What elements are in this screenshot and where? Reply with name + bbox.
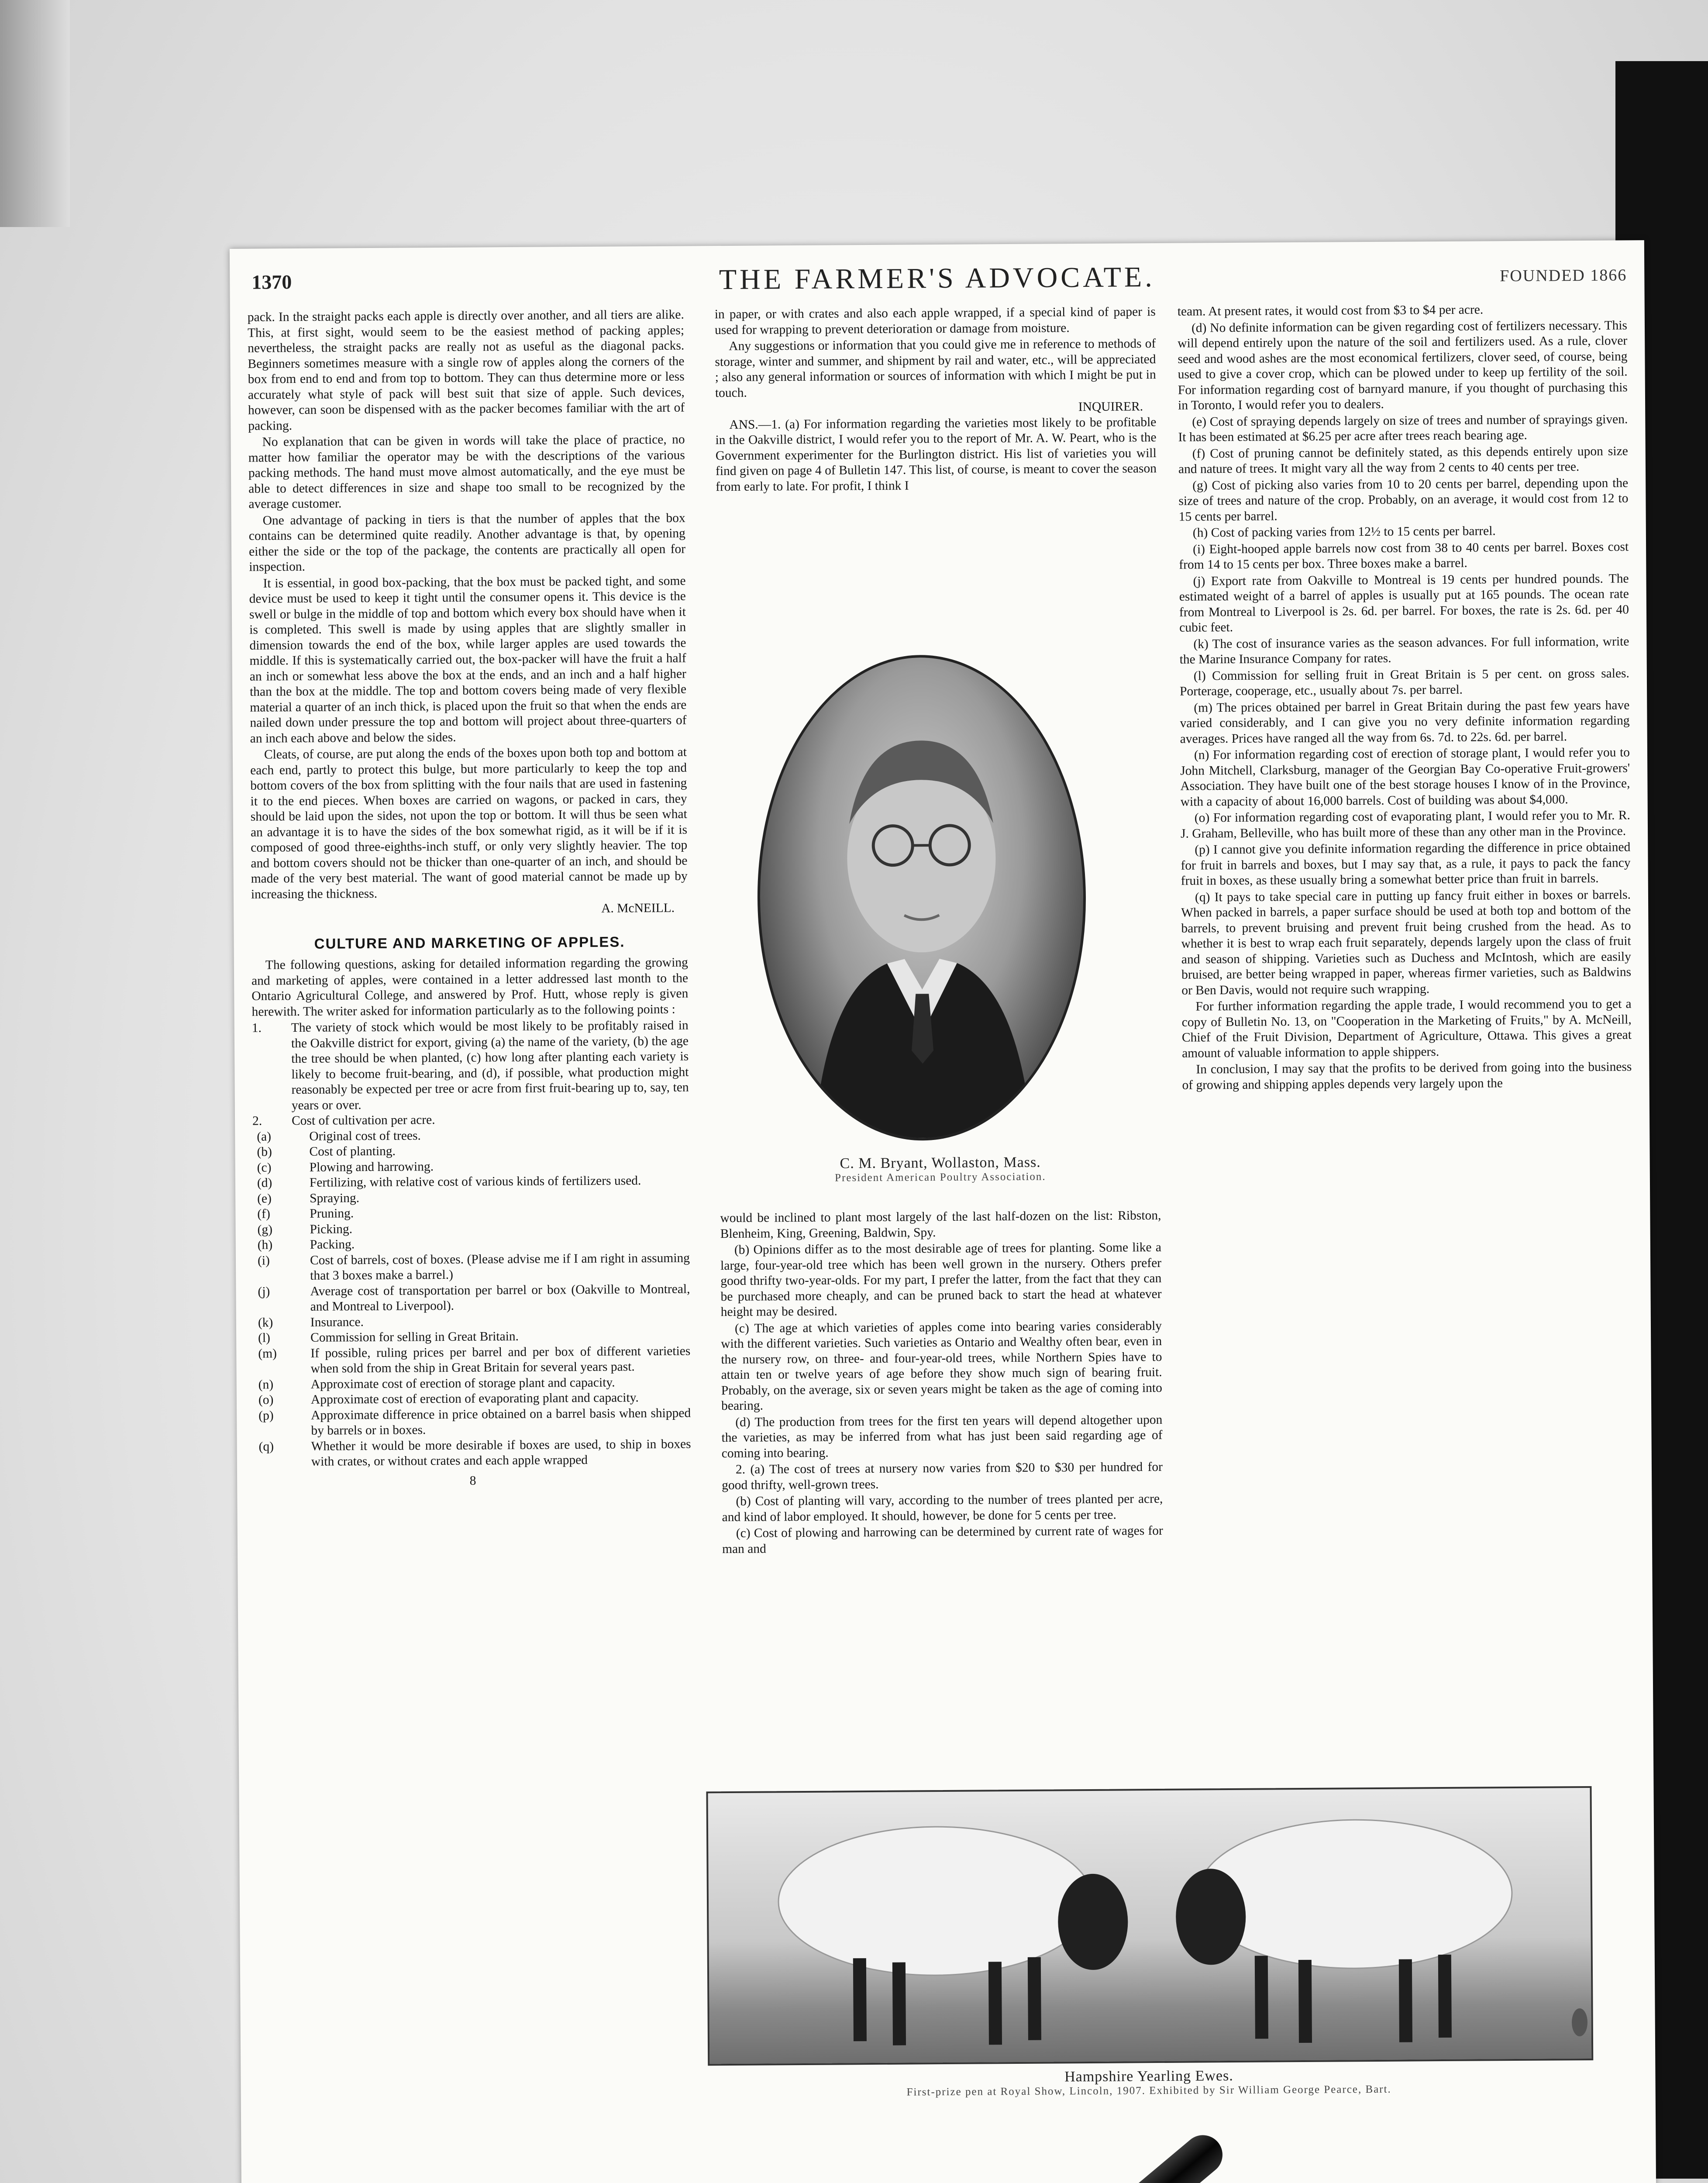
question-item (253, 1188, 689, 1207)
paragraph: 2. (a) The cost of trees at nursery now varies from $20 to $30 per hundred for good thrifty, well-grown trees. (722, 1460, 1163, 1492)
question-number: (o) (258, 1393, 274, 1407)
question-number: (m) (258, 1346, 277, 1361)
question-text: If possible, ruling prices per barrel and per box of different varieties when sold from the ship in Great Britain for several years past. (310, 1344, 691, 1376)
question-number: 2. (252, 1114, 262, 1128)
question-item (253, 1173, 689, 1191)
sheep-subcaption: First-prize pen at Royal Show, Lincoln, 1907. Exhibited by Sir William George Pearce, Bart. (906, 2083, 1391, 2098)
question-item (254, 1312, 690, 1331)
question-text: Approximate cost of erection of evaporating plant and capacity. (310, 1391, 639, 1407)
question-text: Original cost of trees. (309, 1128, 421, 1143)
paragraph: (e) Cost of spraying depends largely on size of trees and number of sprayings given. It has been estimated at $6.25 per acre after trees reach bearing age. (1178, 412, 1628, 444)
question-text: Whether it would be more desirable if boxes are used, to ship in boxes with crates, or without crates and each apple wrapped (311, 1437, 691, 1469)
paragraph: (k) The cost of insurance varies as the season advances. For full information, write the Marine Insurance Company for rates. (1179, 634, 1629, 667)
section-heading: CULTURE AND MARKETING OF APPLES. (314, 933, 625, 952)
question-item (253, 1281, 690, 1315)
question-text: Approximate difference in price obtained on a barrel basis when shipped by barrels or in boxes. (311, 1406, 691, 1438)
question-text: Approximate cost of erection of storage plant and capacity. (310, 1375, 615, 1391)
question-number: (f) (257, 1207, 270, 1221)
question-list (252, 1018, 691, 1470)
sheep-photo (706, 1786, 1593, 2066)
question-number: (d) (257, 1176, 272, 1190)
paragraph: (c) Cost of plowing and harrowing can be determined by current rate of wages for man and (722, 1523, 1163, 1556)
question-text: Pruning. (310, 1206, 354, 1221)
paragraph: (q) It pays to take special care in putting up fancy fruit either in boxes or barrels. When packed in barrels, a paper surface should be used at both top and bottom of the barrels, to prevent bruising and prevent fruit being crushed from the head. As to whether it is best to wrap each fruit separately, depends largely upon the class of fruit and season of shipping. Varieties such as Duchess and McIntosh, which are easily bruised, are better being wrapped in paper, whereas firmer varieties, such as Baldwins or Ben Davis, would not require such wrapping. (1181, 887, 1632, 998)
paragraph: pack. In the straight packs each apple is directly over another, and all tiers are alike. This, at first sight, would seem to be the easiest method of packing apples; nevertheless, the straight packs are really not as useful as the diagonal packs. Beginners sometimes measure with a single row of apples along the corners of the box from end to end and from top to bottom. They can thus determine more or less accurately what style of pack will best suit that size of apple. Such devices, however, can soon be dispensed with as the packer becomes familiar with the art of packing. (247, 307, 685, 433)
intro-paragraph: The following questions, asking for detailed information regarding the growing and marketing of apples, were contained in a letter addressed last month to the Ontario Agricultural College, and answered by Prof. Hutt, whose reply is given herewith. The writer asked for information particularly as to the following points : (251, 955, 689, 1019)
paragraph: One advantage of packing in tiers is that the number of apples that the box contains can be determined quite readily. Another advantage is that, by opening either the side or the top of the package, the contents are practically all open for inspection. (248, 511, 686, 574)
question-number: (e) (257, 1191, 272, 1206)
question-text: Average cost of transportation per barrel or box (Oakville to Montreal, and Montreal to Liverpool). (310, 1282, 690, 1314)
question-item (254, 1343, 690, 1377)
paragraph: would be inclined to plant most largely of the last half-dozen on the list: Ribston, Blenheim, King, Greening, Baldwin, Spy. (720, 1208, 1161, 1241)
signature: INQUIRER. (1078, 399, 1143, 414)
paragraph: (b) Cost of planting will vary, according to the number of trees planted per acre, and kind of labor employed. It should, however, be done for 5 cents per tree. (722, 1491, 1163, 1524)
paragraph: (d) The production from trees for the first ten years will depend altogether upon the varieties, as may be inferred from what has just been said regarding age of coming into bearing. (721, 1412, 1163, 1460)
paragraph: (g) Cost of picking also varies from 10 to 20 cents per barrel, depending upon the size of trees and nature of the crop. Probably, on an average, it would cost from 12 to 15 cents per barrel. (1178, 475, 1629, 524)
question-number: (k) (258, 1315, 273, 1330)
footer-mark: 8 (469, 1474, 476, 1488)
question-item (252, 1142, 689, 1160)
paragraph: No explanation that can be given in words will take the place of practice, no matter how familiar the operator may be with the descriptions of the various packing methods. The hand must move almost automatically, and the eye must be able to detect differences in size and shape too small to be recognized by the average customer. (248, 432, 685, 511)
question-item (254, 1405, 691, 1439)
newspaper-page (230, 240, 1656, 2183)
founded-date: FOUNDED 1866 (1500, 266, 1627, 286)
question-item (254, 1328, 690, 1346)
question-text: Cost of planting. (309, 1144, 396, 1159)
question-number: (p) (258, 1408, 274, 1423)
question-number: (j) (258, 1284, 270, 1299)
paragraph: in paper, or with crates and also each apple wrapped, if a special kind of paper is used for wrapping to prevent deterioration or damage from moisture. (714, 304, 1156, 337)
paragraph: (c) The age at which varieties of apples come into bearing varies considerably with the different varieties. Such varieties as Ontario and Wealthy often bear, even in the nursery row, on three- and four-year-old trees, while Northern Spies have to attain ten or twelve years of age before they show much sign of bearing fruit. Probably, on the average, six or seven years might be taken as the age of coming into bearing. (721, 1319, 1162, 1413)
paragraph: It is essential, in good box-packing, that the box must be packed tight, and some device must be used to keep it tight until the consumer opens it. This device is the swell or bulge in the middle of top and bottom which every box should have when it is completed. This swell is made by using apples that are slightly smaller in dimension towards the end of the box, while larger apples are used towards the middle. If this is systematically carried out, the box-packer will have the fruit a half an inch or somewhat less above the box at the ends, and an inch and a half higher than the box at the middle. The top and bottom covers being made of very flexible material a quarter of an inch thick, is placed upon the fruit so that when the ends are nailed down under pressure the top and bottom will project about three-quarters of an inch each above and below the sides. (249, 574, 687, 746)
signature: A. McNEILL. (601, 901, 675, 916)
paragraph: (l) Commission for selling fruit in Great Britain is 5 per cent. on gross sales. Porterage, cooperage, etc., usually about 7s. per barrel. (1179, 666, 1629, 699)
question-item (252, 1126, 689, 1145)
question-text: Picking. (310, 1222, 353, 1236)
question-item (253, 1204, 689, 1222)
paragraph: (f) Cost of pruning cannot be definitely stated, as this depends entirely upon size and nature of trees. It might vary all the way from 2 cents to 40 cents per tree. (1178, 444, 1628, 476)
question-item (253, 1250, 690, 1284)
scan-mark (1572, 2008, 1587, 2036)
film-edge-left (0, 0, 70, 227)
question-item (252, 1018, 689, 1114)
paragraph: (b) Opinions differ as to the most desirable age of trees for planting. Some like a large, four-year-old tree which has been well grown in the nursery. Others prefer good thrifty two-year-olds. For my part, I prefer the latter, from the fact that they can be purchased more cheaply, and can be pruned back to start the head at whatever height may be desired. (720, 1240, 1162, 1319)
page-number: 1370 (251, 271, 292, 293)
question-number: (g) (257, 1222, 273, 1237)
sheep-caption: Hampshire Yearling Ewes. (1064, 2067, 1233, 2085)
paragraph: (h) Cost of packing varies from 12½ to 15 cents per barrel. (1192, 524, 1496, 540)
paragraph: (i) Eight-hooped apple barrels now cost from 38 to 40 cents per barrel. Boxes cost from 14 to 15 cents per box. Three boxes make a barrel. (1179, 539, 1629, 572)
paragraph: (p) I cannot give you definite information regarding the difference in price obtained for fruit in barrels and boxes, but I may say that, as a rule, it pays to pack the fancy fruit in boxes, as these usually bring a somewhat better price than fruit in barrels. (1181, 840, 1631, 888)
paragraph: (n) For information regarding cost of erection of storage plant, I would refer you to John Mitchell, Clarksburg, manager of the Georgian Bay Co-operative Fruit-growers' Association. They have built one of the best storage houses I know of in the Province, with a capacity of about 16,000 barrels. Cost of building was about $4,000. (1180, 745, 1630, 809)
question-item (255, 1436, 691, 1470)
column-left (248, 307, 696, 2183)
portrait-subcaption: President American Poultry Association. (835, 1171, 1046, 1184)
question-number: (c) (257, 1160, 272, 1175)
column-right (1178, 301, 1636, 1784)
column-middle-top (715, 304, 1158, 647)
question-item (254, 1390, 691, 1408)
answer-paragraph: ANS.—1. (a) For information regarding the varieties most likely to be profitable in the Oakville district, I would refer you to the report of Mr. A. W. Peart, who is the Government experimenter for the Burlington district. His list of varieties you will find given on page 4 of Bulletin 147. This list, of course, is meant to cover the season from early to late. For profit, I think I (715, 415, 1157, 494)
paragraph: (o) For information regarding cost of evaporating plant, I would refer you to Mr. R. J. Graham, Belleville, who has built more of these than any other man in the Province. (1180, 808, 1630, 841)
portrait-caption: C. M. Bryant, Wollaston, Mass. (840, 1154, 1041, 1172)
paragraph: (j) Export rate from Oakville to Montreal is 19 cents per hundred pounds. The estimated weight of a barrel of apples is usually put at 165 pounds. The ocean rate from Montreal to Liverpool is 2s. 6d. per barrel. For boxes, the rate is 2s. 6d. per 40 cubic feet. (1179, 571, 1629, 635)
portrait-caption-block (720, 1153, 1161, 1185)
question-text: Spraying. (310, 1191, 360, 1205)
question-item (253, 1235, 690, 1253)
question-text: Packing. (310, 1237, 355, 1252)
question-text: The variety of stock which would be most likely to be profitably raised in the Oakville district for export, giving (a) the name of the variety, (b) the age the tree should be when planted, (c) how long after planting each variety is likely to become fruit-bearing, and (d), if possible, what production might reasonably be expected per tree or acre from first fruit-bearing up to, say, ten years or over. (291, 1018, 689, 1112)
question-number: (h) (257, 1238, 273, 1252)
question-number: (q) (258, 1439, 274, 1454)
paragraph: Cleats, of course, are put along the ends of the boxes upon both top and bottom at each end, partly to protect this bulge, but more particularly to keep the top and bottom covers of the box from splitting with the four nails that are used in fastening it to the end pieces. When boxes are carried on wagons, or packed in cars, they should be laid upon the sides, not upon the top or bottom. It will thus be seen what an advantage it is to have the sides of the box somewhat rigid, as it will be if it is composed of good three-eighths-inch stuff, or only very slightly heavier. The top and bottom covers should not be thicker than one-quarter of an inch, and should be made of the very best material. The want of good material cannot be made up by increasing the thickness. (250, 745, 688, 902)
page-title: THE FARMER'S ADVOCATE. (719, 261, 1155, 296)
column-middle-bottom (720, 1208, 1164, 1787)
question-number: (a) (257, 1129, 272, 1144)
question-text: Plowing and harrowing. (309, 1159, 434, 1174)
masthead (230, 258, 1644, 301)
question-text: Insurance. (310, 1315, 364, 1329)
paragraph: For further information regarding the apple trade, I would recommend you to get a copy of Bulletin No. 13, on "Cooperation in the Marketing of Fruits," by A. McNeill, Chief of the Fruit Division, Department of Agriculture, Ottawa. This gives a great amount of valuable information to apple shippers. (1181, 997, 1632, 1061)
question-number: (n) (258, 1377, 274, 1392)
question-text: Fertilizing, with relative cost of various kinds of fertilizers used. (309, 1174, 641, 1190)
question-number: (i) (257, 1253, 270, 1268)
question-item (253, 1219, 689, 1238)
paragraph: Any suggestions or information that you could give me in reference to methods of storage, winter and summer, and shipment by rail and water, etc., will be appreciated ; also any general information or sources of information with which I might be put in touch. (715, 336, 1156, 400)
paragraph: (m) The prices obtained per barrel in Great Britain during the past few years have varied considerably, and I can give you no very definite information regarding averages. Prices have ranged all the way from 6s. 7d. to 22s. 6d. per barrel. (1180, 698, 1630, 746)
question-item (254, 1374, 691, 1393)
question-item (252, 1111, 689, 1129)
portrait-photo (756, 654, 1088, 1142)
question-number: 1. (251, 1021, 262, 1035)
question-item (253, 1157, 689, 1176)
portrait (739, 654, 1100, 1145)
paragraph: In conclusion, I may say that the profits to be derived from going into the business of growing and shipping apples depends very largely upon the (1182, 1060, 1632, 1092)
question-text: Cost of cultivation per acre. (291, 1113, 435, 1128)
question-text: Cost of barrels, cost of boxes. (Please advise me if I am right in assuming that 3 boxes make a barrel.) (310, 1251, 690, 1283)
sheep-caption-block (708, 2066, 1590, 2100)
paragraph: team. At present rates, it would cost from $3 to $4 per acre. (1177, 303, 1484, 319)
question-number: (l) (258, 1331, 271, 1345)
question-text: Commission for selling in Great Britain. (310, 1329, 519, 1345)
paragraph: (d) No definite information can be given regarding cost of fertilizers necessary. This will depend entirely upon the nature of the soil and fertilizers used. As a rule, clover seed and wood ashes are the most economical fertilizers, clover seed, of course, being used to give a cover crop, which can be plowed under to keep up fertility of the soil. For information regarding cost of barnyard manure, if you thought of purchasing this in Toronto, I would refer you to dealers. (1178, 318, 1628, 413)
question-number: (b) (257, 1145, 272, 1159)
